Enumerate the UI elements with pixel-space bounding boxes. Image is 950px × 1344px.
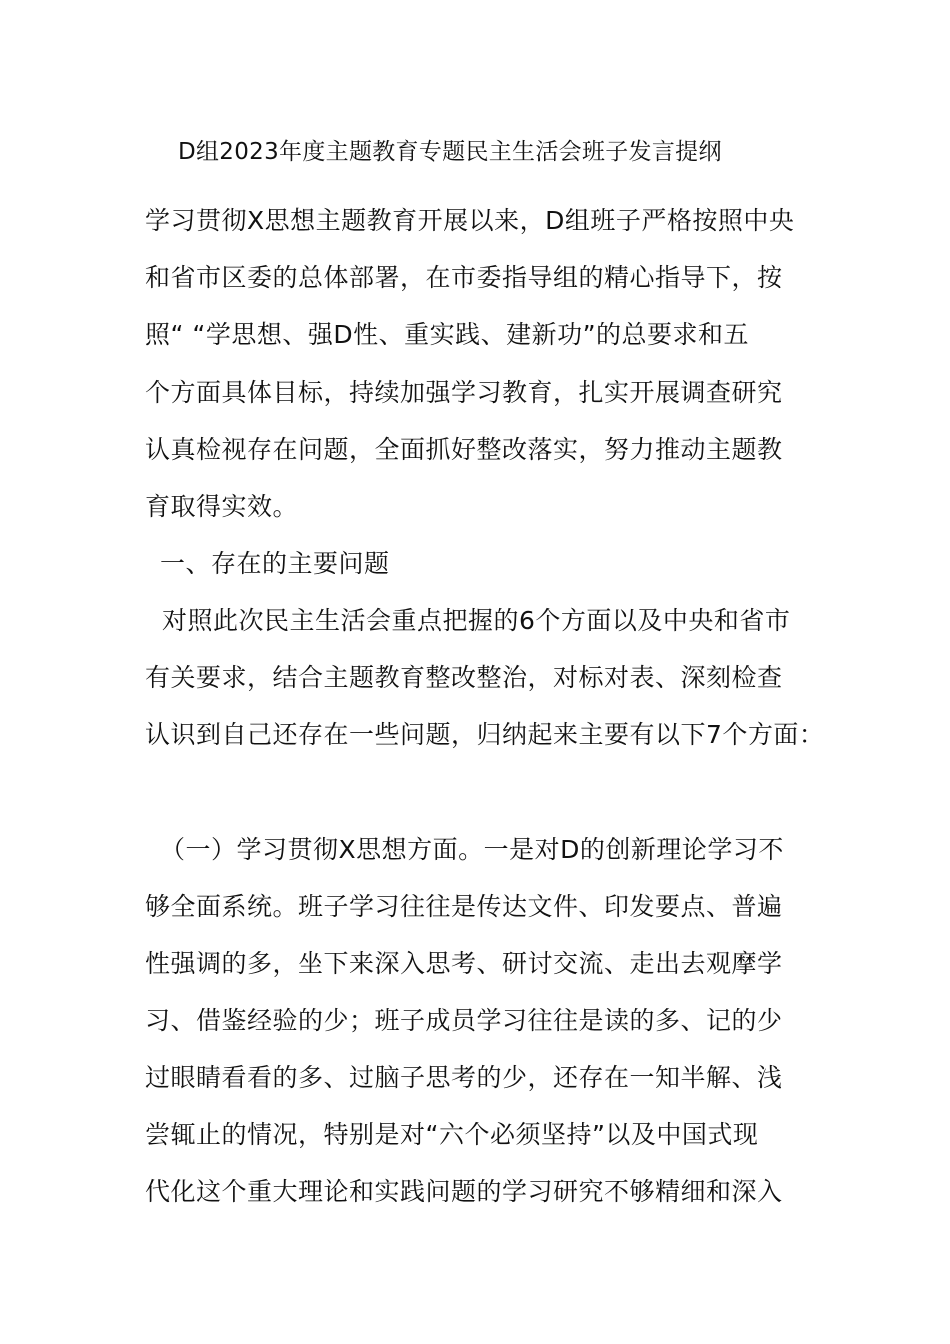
section-heading: 一、存在的主要问题 [160, 549, 390, 578]
paragraph-line: 照“ “学思想、强D性、重实践、建新功”的总要求和五 [145, 320, 750, 349]
paragraph-line: 尝辄止的情况，特别是对“六个必须坚持”以及中国式现 [145, 1120, 759, 1149]
subsection-line: （一）学习贯彻X思想方面。一是对D的创新理论学习不 [160, 835, 784, 864]
paragraph-line: 习、借鉴经验的少；班子成员学习往往是读的多、记的少 [145, 1006, 783, 1035]
paragraph-line: 个方面具体目标，持续加强学习教育，扎实开展调查研究 [145, 378, 783, 407]
paragraph-line: 学习贯彻X思想主题教育开展以来，D组班子严格按照中央 [145, 206, 795, 235]
paragraph-line: 有关要求，结合主题教育整改整治，对标对表、深刻检查 [145, 663, 783, 692]
paragraph-line: 够全面系统。班子学习往往是传达文件、印发要点、普遍 [145, 892, 783, 921]
paragraph-line: 过眼睛看看的多、过脑子思考的少，还存在一知半解、浅 [145, 1063, 783, 1092]
paragraph-line: 育取得实效。 [145, 492, 299, 521]
paragraph-line: 认识到自己还存在一些问题，归纳起来主要有以下7个方面： [145, 720, 825, 749]
paragraph-line: 对照此次民主生活会重点把握的6个方面以及中央和省市 [162, 606, 791, 635]
paragraph-line: 性强调的多，坐下来深入思考、研讨交流、走出去观摩学 [145, 949, 783, 978]
paragraph-line: 代化这个重大理论和实践问题的学习研究不够精细和深入 [145, 1177, 783, 1206]
paragraph-line: 和省市区委的总体部署，在市委指导组的精心指导下，按 [145, 263, 783, 292]
paragraph-line: 认真检视存在问题，全面抓好整改落实，努力推动主题教 [145, 435, 783, 464]
document-title: D组2023年度主题教育专题民主生活会班子发言提纲 [178, 139, 722, 165]
